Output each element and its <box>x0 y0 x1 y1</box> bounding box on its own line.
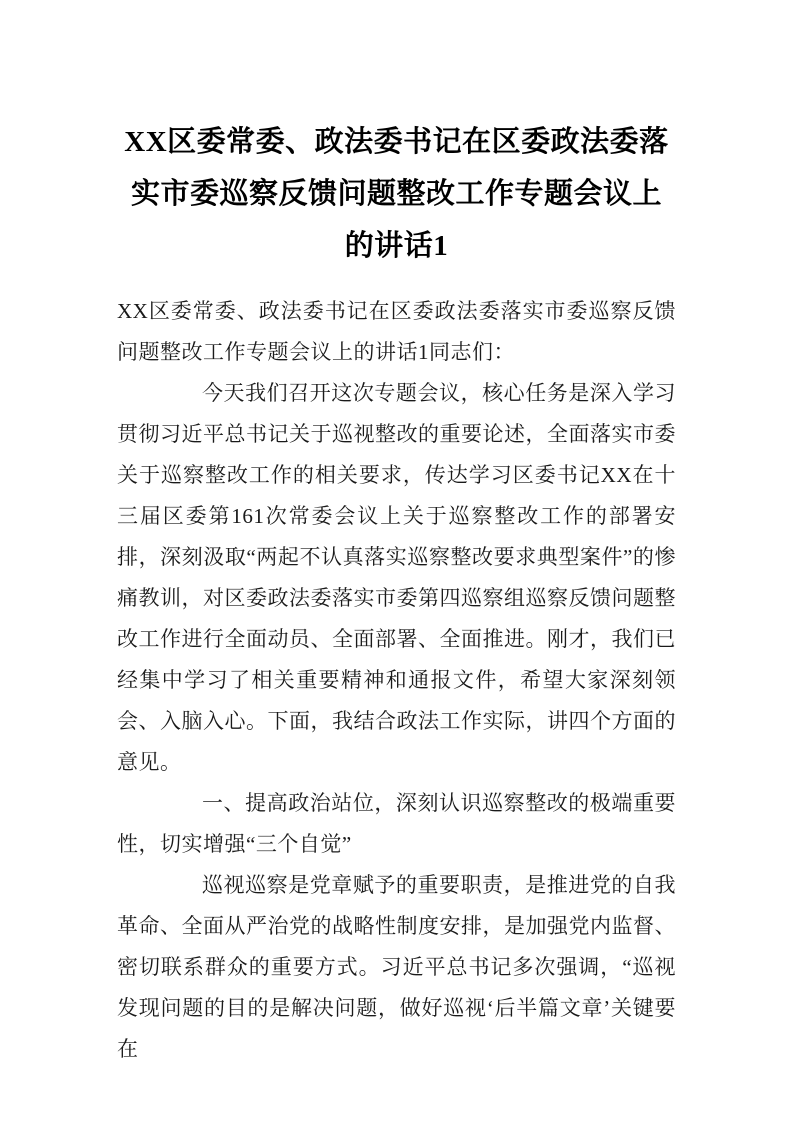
title-line-1: XX区委常委、政法委书记在区委政法委落 <box>124 126 669 158</box>
document-title <box>117 116 676 272</box>
paragraph: 巡视巡察是党章赋予的重要职责，是推进党的自我革命、全面从严治党的战略性制度安排，是加强党内监督、密切联系群众的重要方式。习近平总书记多次强调，“巡视发现问题的目的是解决问题，做好巡视‘后半篇文章’关键要在 <box>117 873 676 1061</box>
paragraph: 一、提高政治站位，深刻认识巡察整改的极端重要性，切实增强“三个自觉” <box>117 791 676 856</box>
title-line-2: 实市委巡察反馈问题整改工作专题会议上 <box>130 178 662 210</box>
document-body <box>117 291 676 1070</box>
title-line-3: 的讲话1 <box>344 230 449 262</box>
paragraph: 今天我们召开这次专题会议，核心任务是深入学习贯彻习近平总书记关于巡视整改的重要论述，全面落实市委关于巡察整改工作的相关要求，传达学习区委书记XX在十三届区委第161次常委会议上关于巡察整改工作的部署安排，深刻汲取“两起不认真落实巡察整改要求典型案件”的惨痛教训，对区委政法委落实市委第四巡察组巡察反馈问题整改工作进行全面动员、全面部署、全面推进。刚才，我们已经集中学习了相关重要精神和通报文件，希望大家深刻领会、入脑入心。下面，我结合政法工作实际，讲四个方面的意见。 <box>117 381 676 774</box>
paragraph: XX区委常委、政法委书记在区委政法委落实市委巡察反馈问题整改工作专题会议上的讲话1同志们： <box>117 299 676 364</box>
